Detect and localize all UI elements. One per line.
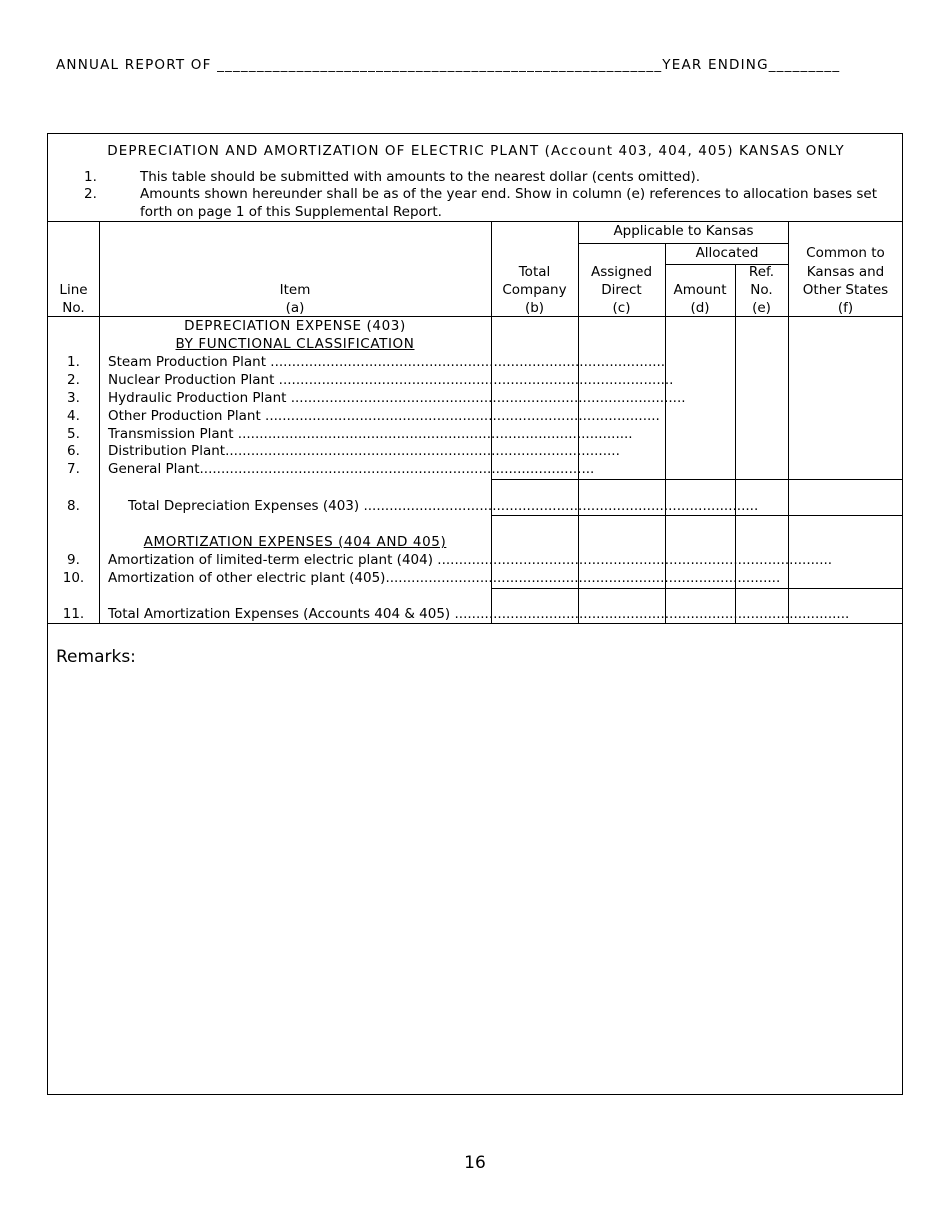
section-amortization-heading: AMORTIZATION EXPENSES (404 AND 405) [143,534,447,550]
line-number: 11. [62,606,85,622]
line-number: 10. [62,570,85,586]
header-item: Item [279,282,311,298]
annual-report-label: ANNUAL REPORT OF [56,57,212,73]
header-allocated: Allocated [695,245,759,261]
header-direct: Direct [601,282,642,298]
section-depreciation-heading: DEPRECIATION EXPENSE (403) [184,318,406,334]
header-assigned-letter: (c) [612,300,631,316]
item-label: Distribution Plant............................................................................................ [108,443,620,459]
line-number: 7. [67,461,80,477]
header-applicable-kansas: Applicable to Kansas [613,223,754,239]
header-other-states: Other States [802,282,889,298]
item-label: Other Production Plant ............................................................................................ [108,408,660,424]
line-number: 8. [67,498,80,514]
header-kansas-and: Kansas and [806,264,885,280]
header-amount-letter: (d) [690,300,710,316]
header-ref: Ref. [748,264,775,280]
item-label: Nuclear Production Plant ............................................................................................ [108,372,674,388]
header-total: Total [518,264,551,280]
line-number: 2. [67,372,80,388]
instruction-2-text-cont: forth on page 1 of this Supplemental Report. [140,204,442,220]
item-label: Hydraulic Production Plant ............................................................................................ [108,390,686,406]
instruction-1-num: 1. [84,169,97,185]
item-label: Amortization of limited-term electric plant (404) ............................................................................................ [108,552,833,568]
year-ending-blank[interactable]: _________ [768,57,841,73]
line-number: 5. [67,426,80,442]
line-number: 3. [67,390,80,406]
table-bottom-divider [48,623,903,624]
header-company: Company [502,282,567,298]
instruction-2-num: 2. [84,186,97,202]
item-label: Steam Production Plant ............................................................................................ [108,354,666,370]
form-title: DEPRECIATION AND AMORTIZATION OF ELECTRIC PLANT (Account 403, 404, 405) KANSAS ONLY [107,143,845,159]
row-divider-after-total-depr [491,515,903,516]
instruction-1-text: This table should be submitted with amounts to the nearest dollar (cents omitted). [140,169,701,185]
line-number: 6. [67,443,80,459]
line-number: 9. [67,552,80,568]
header-item-letter: (a) [285,300,305,316]
header-common-letter: (f) [837,300,854,316]
item-label: Amortization of other electric plant (405)............................................................................................ [108,570,781,586]
line-number: 4. [67,408,80,424]
annual-report-blank[interactable]: ________________________________________________________ [217,57,663,73]
remarks-area[interactable] [56,674,894,1084]
page-number: 16 [464,1153,486,1173]
item-label: Total Depreciation Expenses (403) ............................................................................................ [128,498,759,514]
header-bottom-divider [48,316,903,317]
section-functional-classification: BY FUNCTIONAL CLASSIFICATION [175,336,415,352]
year-ending-label: YEAR ENDING [662,57,769,73]
header-ref-no: No. [750,282,773,298]
header-amount: Amount [673,282,727,298]
remarks-label: Remarks: [56,647,136,667]
row-divider-before-total-depr [491,479,903,480]
form-frame [47,133,903,1095]
header-no: No. [62,300,85,316]
line-number: 1. [67,354,80,370]
header-line: Line [59,282,88,298]
row-divider-before-total-amort [491,588,903,589]
header-assigned: Assigned [590,264,653,280]
header-common-to: Common to [806,245,885,261]
instructions-divider [48,221,903,222]
header-total-letter: (b) [524,300,545,316]
report-header [56,57,840,73]
item-label: General Plant............................................................................................ [108,461,595,477]
header-ref-letter: (e) [752,300,771,316]
item-label: Transmission Plant ............................................................................................ [108,426,633,442]
kansas-header-divider [578,243,789,244]
instruction-2-text: Amounts shown hereunder shall be as of the year end. Show in column (e) references to allocation bases set [140,186,878,202]
item-label: Total Amortization Expenses (Accounts 404 & 405) ............................................................................................ [108,606,850,622]
